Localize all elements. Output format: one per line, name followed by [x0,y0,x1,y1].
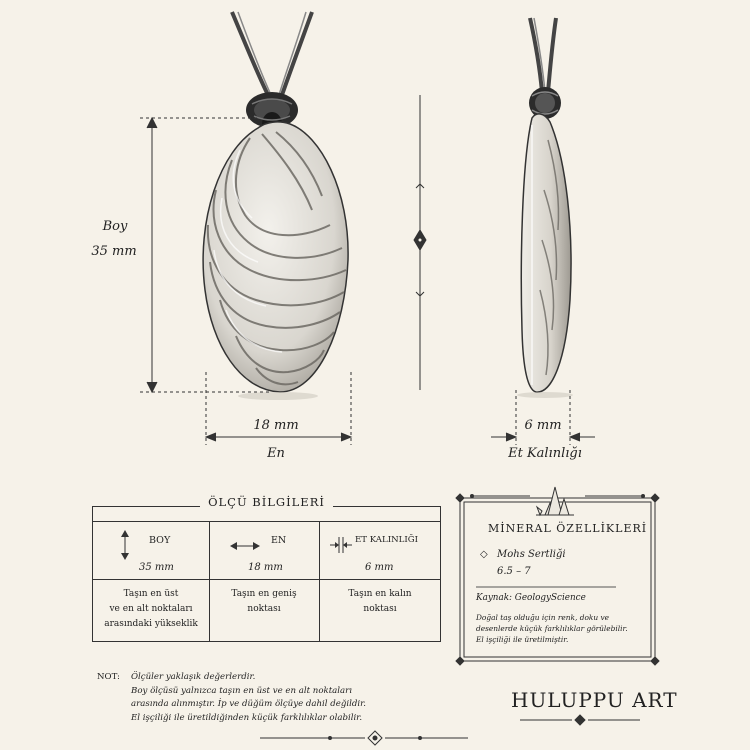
thickness-label: Et Kalınlığı [508,446,582,461]
thickness-table-value: 6 mm [365,562,394,573]
table-title: ÖLÇÜ BİLGİLERİ [200,495,333,509]
table-mid-rule [93,579,440,580]
boy-header: BOY [149,535,171,546]
measurement-table [92,495,441,642]
thickness-description: Taşın en kalın noktası [348,589,412,614]
thickness-arrow-icon [329,535,353,555]
side-stone [521,114,571,392]
brand-name: HULUPPU ART [511,688,678,712]
boy-value: 35 mm [139,562,174,573]
hardness-label: Mohs Sertliği [497,549,566,560]
thickness-header: ET KALINLIĞI [355,535,418,545]
vertical-arrow-icon [119,529,131,561]
mineral-title: MİNERAL ÖZELLİKLERİ [488,522,648,535]
bottom-ornament [260,731,468,745]
hardness-bullet: ◇ [480,549,488,560]
thickness-value: 6 mm [524,418,562,433]
boy-description: Taşın en üst ve en alt noktaları arasındaki yükseklik [104,589,198,629]
en-value: 18 mm [248,562,283,573]
side-cord [530,18,556,92]
side-knot [529,87,561,119]
table-top-rule [93,521,440,522]
note-label: NOT: [97,672,120,682]
mineral-source: Kaynak: GeologyScience [476,593,586,603]
height-label: Boy [102,219,128,234]
en-header: EN [271,535,287,546]
vertical-divider-ornament [414,95,426,390]
brand-ornament [520,715,640,725]
crystal-icon [536,487,574,515]
front-stone [203,122,348,392]
width-value: 18 mm [253,418,299,433]
mineral-description: Doğal taş olduğu için renk, doku ve desenlerde küçük farklılıklar görülebilir. El işçiliği ile üretilmiştir. [476,613,628,644]
front-cord [232,12,312,95]
table-divider [209,521,210,641]
height-value: 35 mm [91,244,137,259]
note-text: Ölçüler yaklaşık değerlerdir. Boy ölçüsü yalnızca taşın en üst ve en alt noktaları arasında alınmıştır. İp ve düğüm ölçüye dahil değildir. El işçiliği ile üretildiğinden küçük farklılıklar olabilir. [131,672,367,723]
hardness-value: 6.5 – 7 [497,566,531,577]
width-label: En [267,446,285,461]
en-description: Taşın en geniş noktası [231,589,297,614]
table-divider [319,521,320,641]
horizontal-arrow-icon [229,541,261,551]
